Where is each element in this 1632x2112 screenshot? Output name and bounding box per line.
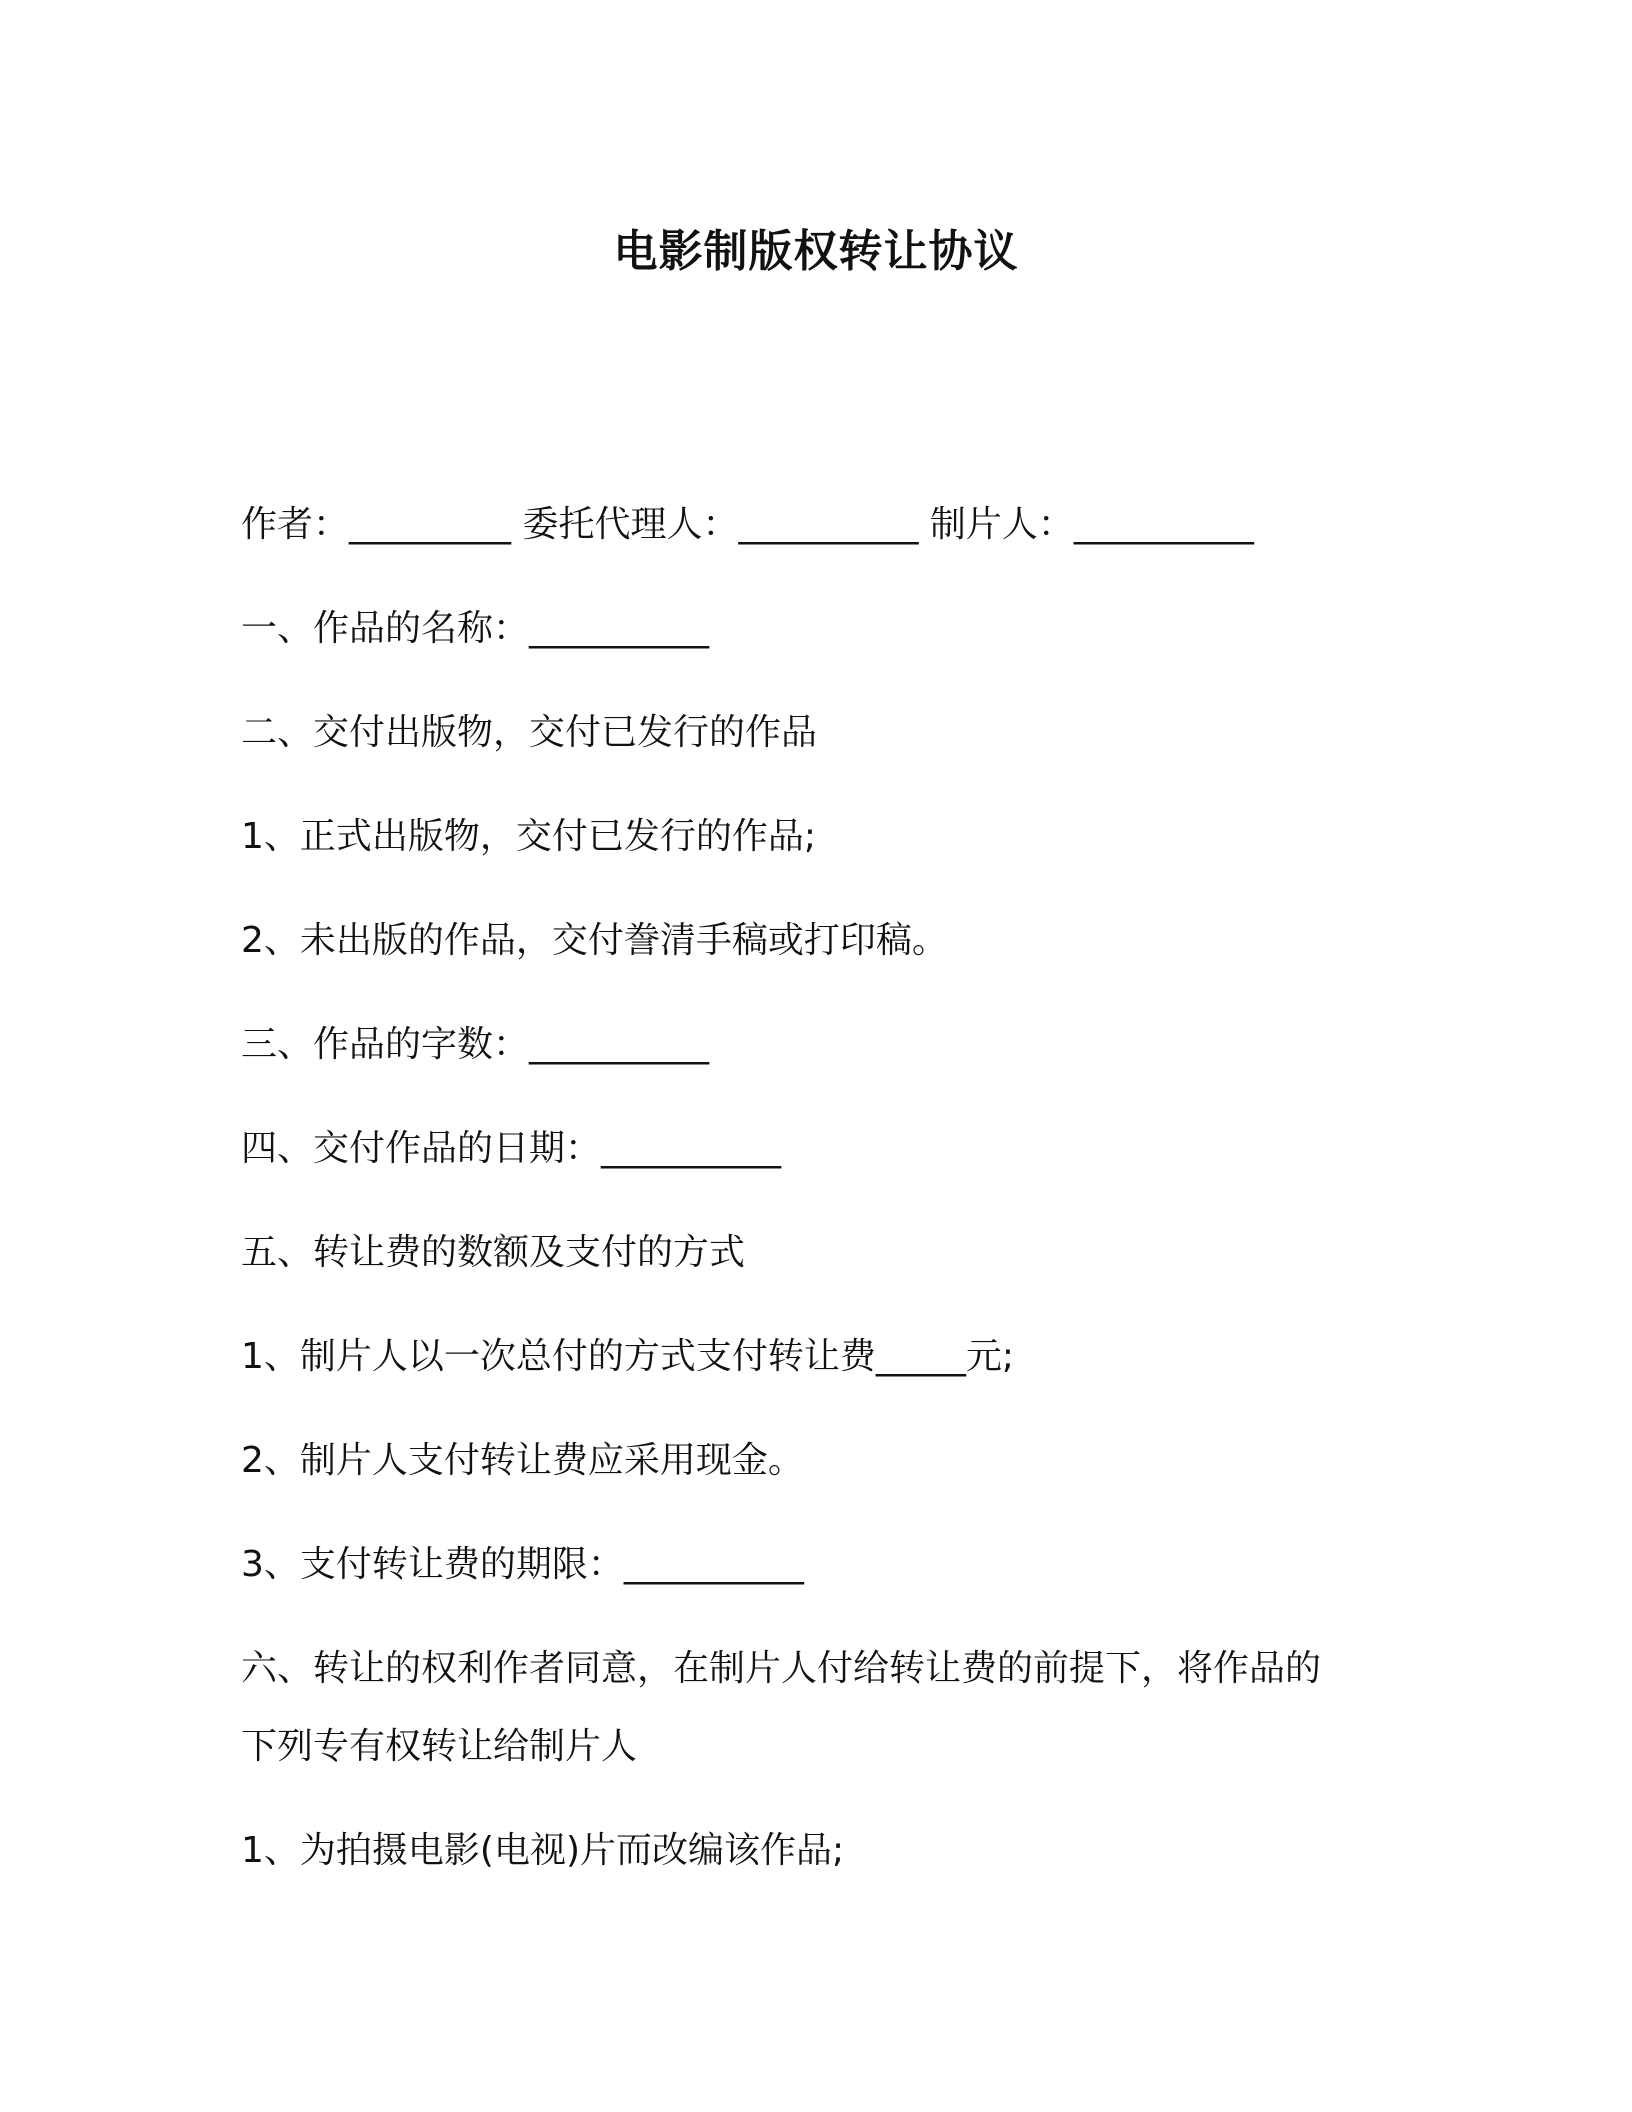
fee-item-3: 3、支付转让费的期限：__________ bbox=[241, 1544, 804, 1585]
delivery-item-1: 1、正式出版物，交付已发行的作品; bbox=[241, 816, 817, 857]
delivery-heading: 二、交付出版物，交付已发行的作品 bbox=[241, 712, 818, 753]
rights-heading-line-2: 下列专有权转让给制片人 bbox=[241, 1726, 638, 1767]
word-count-line: 三、作品的字数：__________ bbox=[241, 1024, 710, 1065]
parties-line: 作者：_________ 委托代理人：__________ 制片人：__________ bbox=[241, 504, 1254, 545]
rights-item-1: 1、为拍摄电影(电视)片而改编该作品; bbox=[241, 1830, 845, 1871]
fee-item-1: 1、制片人以一次总付的方式支付转让费_____元; bbox=[241, 1336, 1015, 1377]
delivery-item-2: 2、未出版的作品，交付誊清手稿或打印稿。 bbox=[241, 920, 948, 961]
rights-heading-line-1: 六、转让的权利作者同意，在制片人付给转让费的前提下，将作品的 bbox=[241, 1648, 1322, 1689]
fee-heading: 五、转让费的数额及支付的方式 bbox=[241, 1232, 746, 1273]
fee-item-2: 2、制片人支付转让费应采用现金。 bbox=[241, 1440, 804, 1481]
delivery-date-line: 四、交付作品的日期：__________ bbox=[241, 1128, 782, 1169]
document-title: 电影制版权转让协议 bbox=[613, 226, 1019, 277]
work-name-line: 一、作品的名称：__________ bbox=[241, 608, 710, 649]
